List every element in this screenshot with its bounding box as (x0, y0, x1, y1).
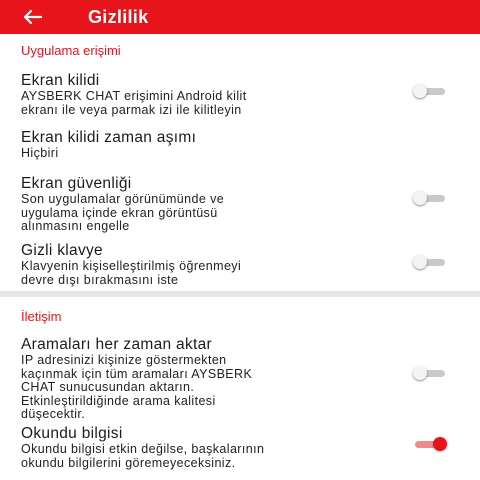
setting-subtitle: Son uygulamalar görünümünde ve uygulama içinde ekran görüntüsü alınmasını engelle (21, 192, 225, 233)
always-relay-calls-toggle[interactable] (411, 366, 451, 380)
setting-subtitle: Hiçbiri (21, 146, 59, 160)
toggle-thumb (413, 366, 427, 380)
setting-title: Ekran güvenliği (21, 175, 132, 192)
setting-screen-lock-timeout[interactable] (21, 129, 401, 161)
section-header-communication: İletişim (21, 309, 62, 324)
read-receipts-toggle[interactable] (411, 437, 451, 451)
setting-subtitle: AYSBERK CHAT erişimini Android kilit ekranı ile veya parmak izi ile kilitleyin (21, 89, 247, 117)
setting-subtitle: Klavyenin kişiselleştirilmiş öğrenmeyi devre dışı bırakmasını iste (21, 259, 242, 287)
setting-read-receipts[interactable] (21, 425, 401, 470)
toggle-thumb (413, 191, 427, 205)
setting-title: Ekran kilidi zaman aşımı (21, 129, 197, 146)
setting-subtitle: IP adresinizi kişinize göstermekten kaçınmak için tüm aramaları AYSBERK CHAT sunucusundan aktarın. Etkinleştirildiğinde arama kalitesi düşecektir. (21, 353, 253, 421)
setting-incognito-keyboard[interactable] (21, 242, 401, 287)
screen-security-toggle[interactable] (411, 191, 451, 205)
setting-title: Aramaları her zaman aktar (21, 336, 212, 353)
toggle-thumb (413, 255, 427, 269)
setting-screen-lock[interactable] (21, 72, 401, 117)
setting-title: Gizli klavye (21, 242, 103, 259)
setting-screen-security[interactable] (21, 175, 401, 234)
section-header-app-access: Uygulama erişimi (21, 43, 121, 58)
setting-always-relay-calls[interactable] (21, 336, 401, 422)
back-button[interactable] (20, 7, 44, 27)
setting-title: Ekran kilidi (21, 72, 100, 89)
toggle-thumb (413, 84, 427, 98)
setting-title: Okundu bilgisi (21, 425, 123, 442)
screen-lock-toggle[interactable] (411, 84, 451, 98)
app-bar (0, 0, 480, 34)
setting-subtitle: Okundu bilgisi etkin değilse, başkalarının okundu bilgilerini göremeyeceksiniz. (21, 442, 265, 470)
page-title: Gizlilik (88, 7, 149, 27)
section-divider (0, 291, 480, 297)
toggle-thumb (433, 437, 447, 451)
incognito-keyboard-toggle[interactable] (411, 255, 451, 269)
arrow-back-icon (22, 9, 42, 25)
